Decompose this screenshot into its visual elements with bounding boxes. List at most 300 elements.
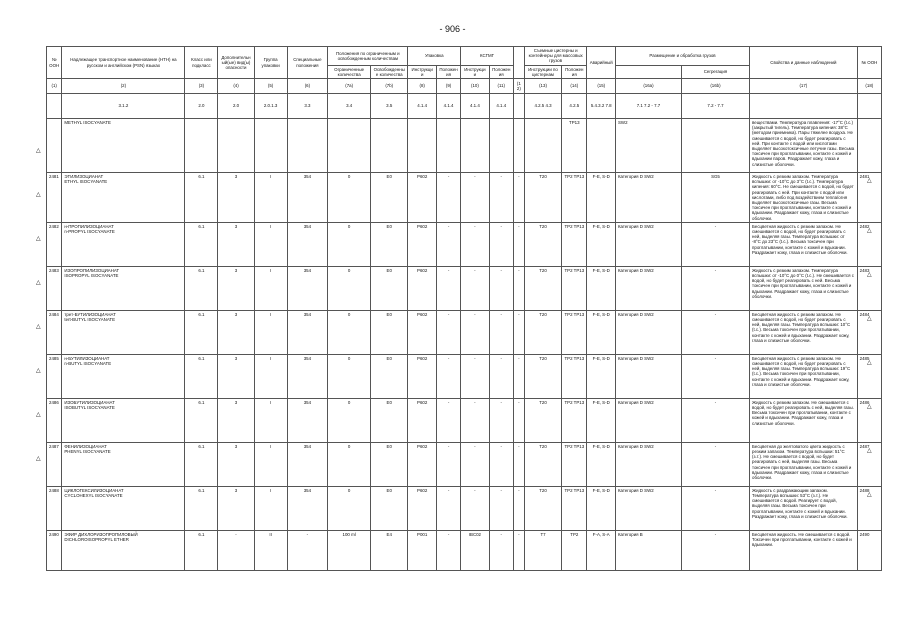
change-marker-right-icon: △ — [867, 360, 872, 367]
col-number: (3) — [185, 79, 218, 94]
name-ru: ЭТИЛИЗОЦИАНАТ — [64, 174, 104, 180]
cell-ibc-instruction: - — [461, 442, 490, 486]
hdr-ibc: КСГМГ — [461, 47, 514, 66]
cell-subsidiary-risk: 3 — [218, 354, 254, 398]
table-row — [47, 486, 882, 530]
cell-name — [62, 119, 185, 173]
cell-name — [62, 486, 185, 530]
cell-un-number-right — [857, 354, 881, 398]
cell-packing-provision: - — [436, 266, 460, 310]
cell-ibc-provision: - — [489, 173, 513, 223]
name-en: ETHYL ISOCYANATE — [64, 179, 108, 185]
col-code: 4.1.4 — [436, 94, 460, 119]
cell-col-12: - — [513, 486, 524, 530]
cell-class: 6.1 — [185, 310, 218, 354]
name-en: CYCLOHEXYL ISOCYANATE — [64, 493, 123, 499]
col-number: (12) — [513, 79, 524, 94]
hdr-un: № ООН — [47, 47, 62, 79]
table-row — [47, 119, 882, 173]
col-code — [750, 94, 858, 119]
cell-subsidiary-risk: 3 — [218, 398, 254, 442]
cell-class: 6.1 — [185, 222, 218, 266]
col-code: 7.1 7.2 - 7.7 — [616, 94, 682, 119]
cell-un-number-right — [857, 310, 881, 354]
col-number: (7a) — [328, 79, 371, 94]
cell-tank-instruction: T20 — [524, 266, 561, 310]
cell-stowage: Категория D SW2 — [616, 266, 682, 310]
col-code: 2.0 — [218, 94, 254, 119]
cell-name — [62, 310, 185, 354]
hdr-stowage: Размещение и обработка грузов — [616, 47, 750, 66]
cell-subsidiary-risk: 3 — [218, 310, 254, 354]
cell-packing-instruction: P602 — [408, 442, 437, 486]
cell-col-12: - — [513, 173, 524, 223]
cell-stowage: Категория D SW2 — [616, 354, 682, 398]
col-number: (9) — [436, 79, 460, 94]
cell-special-provision: 354 — [287, 398, 328, 442]
col-number: (8) — [408, 79, 437, 94]
cell-un-number: 2486 — [47, 398, 62, 442]
cell-packing-group: I — [254, 222, 287, 266]
cell-excepted-quantity: E0 — [371, 398, 408, 442]
cell-tank-provision: TP2 TP13 — [562, 310, 587, 354]
cell-segregation: - — [681, 398, 749, 442]
cell-stowage: Категория B — [616, 530, 682, 570]
cell-excepted-quantity: E0 — [371, 486, 408, 530]
cell-stowage: SW2 — [616, 119, 682, 173]
cell-ems — [587, 119, 616, 173]
table-row — [47, 173, 882, 223]
cell-special-provision — [287, 119, 328, 173]
col-number: (2) — [62, 79, 185, 94]
cell-excepted-quantity: E0 — [371, 310, 408, 354]
cell-limited-quantity — [328, 119, 371, 173]
col-code: 5.4.3.2 7.8 — [587, 94, 616, 119]
cell-name — [62, 398, 185, 442]
cell-excepted-quantity: E4 — [371, 530, 408, 570]
cell-un-number: 2484 — [47, 310, 62, 354]
name-en: DICHLOROISOPROPYL ETHER — [64, 537, 129, 543]
change-marker-icon: △ — [36, 280, 41, 286]
cell-ibc-provision: - — [489, 222, 513, 266]
cell-tank-provision: TP2 TP13 — [562, 398, 587, 442]
cell-properties: Жидкость с резким запахом. Температура вспышки: от -10°C до 0°C (t.с.). Не смешивается с водой, но будет реагировать с ней. Весьма токсичен при проглатывании, контакте с кожей и вдыхании. Раздражает кожу, глаза и слизистые оболочки. — [750, 266, 858, 310]
cell-special-provision: 354 — [287, 486, 328, 530]
cell-tank-provision: TP2 TP13 — [562, 173, 587, 223]
change-marker-right-icon: △ — [867, 178, 872, 185]
cell-tank-provision: TP2 TP13 — [562, 222, 587, 266]
cell-tank-instruction — [524, 119, 561, 173]
name-ru: ФЕНИЛИЗОЦИАНАТ — [64, 443, 107, 449]
cell-un-number-right — [857, 222, 881, 266]
cell-col-12 — [513, 119, 524, 173]
hdr-pi: Инструкции — [408, 65, 437, 78]
hdr-pg: Группа упаковки — [254, 47, 287, 79]
cell-col-12: - — [513, 266, 524, 310]
col-code — [513, 94, 524, 119]
cell-properties: Бесцветная жидкость с резким запахом. Не смешивается с водой, но будет реагировать с ней, выделяя газы. Температура вспышки: 10°C (t.с.). Весьма токсичен при проглатывании, контакте с кожей и вдыхании. Раздражает кожу, глаза и слизистые оболочки. — [750, 310, 858, 354]
cell-un-number-right — [857, 119, 881, 173]
cell-name — [62, 354, 185, 398]
cell-ibc-instruction — [461, 119, 490, 173]
cell-name — [62, 530, 185, 570]
table-row — [47, 266, 882, 310]
cell-excepted-quantity: E0 — [371, 442, 408, 486]
cell-ibc-instruction: IBC02 — [461, 530, 490, 570]
cell-class: 6.1 — [185, 354, 218, 398]
un-number-right-text: 2487 — [859, 443, 870, 449]
col-code: 4.2.5 4.3 — [524, 94, 561, 119]
col-code — [857, 94, 881, 119]
cell-packing-provision: - — [436, 398, 460, 442]
col-number: (16a) — [616, 79, 682, 94]
cell-special-provision: 354 — [287, 310, 328, 354]
cell-ibc-instruction: - — [461, 398, 490, 442]
cell-ems: F-E, S-D — [587, 173, 616, 223]
cell-special-provision: - — [287, 530, 328, 570]
cell-packing-group: I — [254, 173, 287, 223]
col-code: 4.1.4 — [461, 94, 490, 119]
hdr-sp: Специальные положения — [287, 47, 328, 79]
cell-un-number-right — [857, 398, 881, 442]
cell-limited-quantity: 0 — [328, 310, 371, 354]
table-row — [47, 398, 882, 442]
cell-tank-provision: TP2 TP13 — [562, 354, 587, 398]
cell-un-number — [47, 119, 62, 173]
cell-ems: F-E, S-D — [587, 354, 616, 398]
change-marker-right-icon: △ — [867, 448, 872, 455]
hdr-subrisk: Дополнительный(ые) вид(ы) опасности — [218, 47, 254, 79]
cell-ibc-instruction: - — [461, 354, 490, 398]
cell-segregation: - — [681, 310, 749, 354]
cell-ems: F-E, S-D — [587, 442, 616, 486]
cell-ibc-instruction: - — [461, 222, 490, 266]
col-code: 3.4 — [328, 94, 371, 119]
un-number-right-text: 2481 — [859, 174, 870, 180]
cell-col-12: - — [513, 530, 524, 570]
cell-ems: F-E, S-D — [587, 266, 616, 310]
cell-ibc-provision: - — [489, 398, 513, 442]
cell-ems: F-E, S-D — [587, 222, 616, 266]
cell-packing-provision: - — [436, 354, 460, 398]
cell-tank-instruction: T20 — [524, 173, 561, 223]
cell-tank-instruction: T20 — [524, 222, 561, 266]
cell-special-provision: 354 — [287, 173, 328, 223]
hdr-ibci: Инструкции — [461, 65, 490, 78]
cell-un-number: 2490 — [47, 530, 62, 570]
un-number-right-text: 2488 — [859, 487, 870, 493]
cell-packing-provision — [436, 119, 460, 173]
cell-excepted-quantity: E0 — [371, 354, 408, 398]
cell-ibc-instruction: - — [461, 310, 490, 354]
cell-tank-instruction: T20 — [524, 486, 561, 530]
un-number-right-text: 2482 — [859, 223, 870, 229]
cell-col-12: - — [513, 222, 524, 266]
hdr-pp: Положения — [436, 65, 460, 78]
col-code: 3.5 — [371, 94, 408, 119]
cell-ems: F-E, S-D — [587, 398, 616, 442]
cell-properties: Жидкость с резким запахом. Температура вспышки: от -10°C до 3°C (t.с.). Температура кипения: 60°C. Не смешивается с водой, но будет реагировать с ней. При контакте с водой или кислотами, либо под воздействием тепла/огня выделяет высокотоксичные газы. Весьма токсичен при проглатывании, контакте с кожей и вдыхании. Раздражает кожу, глаза и слизистые оболочки. — [750, 173, 858, 223]
cell-segregation: - — [681, 354, 749, 398]
col-number: (1) — [47, 79, 62, 94]
cell-class: 6.1 — [185, 530, 218, 570]
cell-subsidiary-risk — [218, 119, 254, 173]
change-marker-icon: △ — [36, 192, 41, 198]
cell-ibc-provision: - — [489, 486, 513, 530]
name-ru: н-БУТИЛИЗОЦИАНАТ — [64, 355, 110, 361]
cell-segregation: - — [681, 486, 749, 530]
cell-packing-provision: - — [436, 222, 460, 266]
un-number-right-text: 2483 — [859, 267, 870, 273]
name-en: ISOPROPYL ISOCYANATE — [64, 273, 119, 279]
cell-packing-provision: - — [436, 173, 460, 223]
cell-segregation: - — [681, 442, 749, 486]
cell-stowage: Категория D SW2 — [616, 486, 682, 530]
change-marker-icon: △ — [36, 236, 41, 242]
name-ru: ИЗОБУТИЛИЗОЦИАНАТ — [64, 399, 115, 405]
cell-limited-quantity: 0 — [328, 442, 371, 486]
name-ru: трет-БУТИЛИЗОЦИАНАТ — [64, 311, 116, 317]
name-en: tert-BUTYL ISOCYANATE — [64, 317, 116, 323]
cell-stowage: Категория D SW2 — [616, 222, 682, 266]
cell-segregation: SG5 — [681, 173, 749, 223]
table-row — [47, 222, 882, 266]
col-number: (6) — [287, 79, 328, 94]
dangerous-goods-table — [46, 46, 882, 571]
cell-ibc-provision: - — [489, 354, 513, 398]
col-code — [47, 94, 62, 119]
cell-packing-instruction: P602 — [408, 173, 437, 223]
cell-un-number: 2481 — [47, 173, 62, 223]
cell-tank-instruction: T20 — [524, 354, 561, 398]
cell-tank-provision: TP13 — [562, 119, 587, 173]
cell-special-provision: 354 — [287, 354, 328, 398]
hdr-seg: Сегрегация — [681, 65, 749, 78]
hdr-ems: Аварийный — [587, 47, 616, 79]
cell-un-number-right — [857, 530, 881, 570]
cell-ibc-provision: - — [489, 530, 513, 570]
cell-packing-group: II — [254, 530, 287, 570]
cell-col-12: - — [513, 310, 524, 354]
cell-un-number-right — [857, 442, 881, 486]
hdr-name: Надлежащее транспортное наименование (НТН) на русском и английском (PSN) языках — [62, 47, 185, 79]
cell-un-number: 2487 — [47, 442, 62, 486]
cell-un-number: 2483 — [47, 266, 62, 310]
col-number: (18) — [857, 79, 881, 94]
cell-subsidiary-risk: 3 — [218, 266, 254, 310]
cell-un-number-right — [857, 266, 881, 310]
cell-segregation: - — [681, 222, 749, 266]
un-number-right-text: 2484 — [859, 311, 870, 317]
cell-packing-group: I — [254, 266, 287, 310]
name-en: n-PROPYL ISOCYANATE — [64, 229, 115, 235]
col-number: (16b) — [681, 79, 749, 94]
hdr-tanks: Съемные цистерны и контейнеры для массовых грузов — [524, 47, 587, 66]
cell-name — [62, 442, 185, 486]
cell-un-number: 2485 — [47, 354, 62, 398]
cell-col-12: - — [513, 442, 524, 486]
cell-limited-quantity: 0 — [328, 173, 371, 223]
cell-stowage: Категория D SW2 — [616, 310, 682, 354]
cell-excepted-quantity — [371, 119, 408, 173]
cell-limited-quantity: 0 — [328, 266, 371, 310]
hdr-un-right: № ООН — [857, 47, 881, 79]
col-code: 3.1.2 — [62, 94, 185, 119]
cell-un-number: 2488 — [47, 486, 62, 530]
cell-class: 6.1 — [185, 486, 218, 530]
col-number: (14) — [562, 79, 587, 94]
col-code: 7.2 - 7.7 — [681, 94, 749, 119]
cell-packing-instruction: P602 — [408, 486, 437, 530]
cell-excepted-quantity: E0 — [371, 222, 408, 266]
change-marker-right-icon: △ — [867, 228, 872, 235]
cell-properties: Бесцветная жидкость. Не смешивается с водой. Токсичен при проглатывании, контакте с кожей и вдыхании. — [750, 530, 858, 570]
cell-stowage: Категория D SW2 — [616, 173, 682, 223]
cell-properties: Бесцветная до желтоватого цвета жидкость с резким запахом. Температура вспышки: 51°C (з.т.). Не смешивается с водой, но будет реагировать с ней, выделяя газы. Весьма токсичен при проглатывании, контакте с кожей и вдыхании. Раздражает кожу, глаза и слизистые оболочки. — [750, 442, 858, 486]
cell-class: 6.1 — [185, 398, 218, 442]
change-marker-right-icon: △ — [867, 272, 872, 279]
cell-stowage: Категория D SW2 — [616, 398, 682, 442]
change-marker-right-icon: △ — [867, 492, 872, 499]
cell-properties: Бесцветная жидкость с резким запахом. Не смешивается с водой, но будет реагировать с ней, выделяя газы. Температура вспышки: от -8°C до 23°C (t.с.). Весьма токсичен при проглатывании, контакте с кожей и вдыхании. Раздражает кожу, глаза и слизистые оболочки. — [750, 222, 858, 266]
col-code: 4.1.4 — [408, 94, 437, 119]
col-code: 4.2.5 — [562, 94, 587, 119]
name-ru: METHYL ISOCYANATE — [64, 120, 111, 126]
col-number: (17) — [750, 79, 858, 94]
table-row — [47, 354, 882, 398]
cell-ibc-provision: - — [489, 310, 513, 354]
cell-tank-instruction: T20 — [524, 398, 561, 442]
page-number: - 906 - — [439, 24, 466, 34]
cell-class: 6.1 — [185, 173, 218, 223]
col-number: (7b) — [371, 79, 408, 94]
cell-packing-provision: - — [436, 442, 460, 486]
cell-ibc-provision: - — [489, 442, 513, 486]
cell-ibc-provision — [489, 119, 513, 173]
table-body — [47, 119, 882, 571]
cell-limited-quantity: 0 — [328, 398, 371, 442]
hdr-props: Свойства и данные наблюдений — [750, 47, 858, 79]
col-number: (4) — [218, 79, 254, 94]
cell-packing-group: I — [254, 310, 287, 354]
cell-ibc-instruction: - — [461, 486, 490, 530]
un-number-right-text: 2490 — [859, 531, 870, 537]
cell-ibc-provision: - — [489, 266, 513, 310]
col-number: (10) — [461, 79, 490, 94]
cell-limited-quantity: 0 — [328, 354, 371, 398]
cell-packing-instruction: P001 — [408, 530, 437, 570]
cell-packing-group: I — [254, 354, 287, 398]
col-number: (11) — [489, 79, 513, 94]
cell-packing-instruction — [408, 119, 437, 173]
cell-packing-instruction: P602 — [408, 222, 437, 266]
cell-segregation: - — [681, 266, 749, 310]
name-en: ISOBUTYL ISOCYANATE — [64, 405, 115, 411]
cell-tank-instruction: T20 — [524, 442, 561, 486]
cell-class: 6.1 — [185, 442, 218, 486]
hdr-eq: Освобожденные количества — [371, 65, 408, 78]
cell-packing-instruction: P602 — [408, 266, 437, 310]
cell-class: 6.1 — [185, 266, 218, 310]
cell-ems: F-E, S-D — [587, 310, 616, 354]
change-marker-icon: △ — [36, 368, 41, 374]
cell-packing-provision: - — [436, 530, 460, 570]
name-en: n-BUTYL ISOCYANATE — [64, 361, 112, 367]
cell-packing-group: I — [254, 442, 287, 486]
cell-limited-quantity: 100 ml — [328, 530, 371, 570]
col-code: 2.0 — [185, 94, 218, 119]
cell-packing-instruction: P602 — [408, 354, 437, 398]
un-number-right-text: 2486 — [859, 399, 870, 405]
hdr-ti: Инструкции по цистернам — [524, 65, 561, 78]
cell-limited-quantity: 0 — [328, 222, 371, 266]
cell-packing-group: I — [254, 398, 287, 442]
cell-subsidiary-risk: 3 — [218, 442, 254, 486]
cell-segregation — [681, 119, 749, 173]
col-number: (15) — [587, 79, 616, 94]
name-ru: ЦИКЛОГЕКСИЛИЗОЦИАНАТ — [64, 487, 124, 493]
cell-ems: F-A, S-A — [587, 530, 616, 570]
cell-properties: Жидкость с раздражающим запахом. Температура вспышки: 53°C (з.т.). Не смешивается с водой. Реагирует с водой, выделяя газы. Весьма токсичен при проглатывании, контакте с кожей и вдыхании. Раздражает кожу, глаза и слизистые оболочки. — [750, 486, 858, 530]
hdr-ibcp: Положения — [489, 65, 513, 78]
hdr-class: Класс или подкласс — [185, 47, 218, 79]
column-code-row — [47, 94, 882, 119]
un-number-right-text: 2485 — [859, 355, 870, 361]
name-ru: н-ПРОПИЛИЗОЦИАНАТ — [64, 223, 114, 229]
name-ru: ЭФИР ДИХЛОРИЗОПРОПИЛОВЫЙ — [64, 531, 138, 537]
cell-special-provision: 354 — [287, 222, 328, 266]
cell-packing-group — [254, 119, 287, 173]
cell-ems: F-E, S-D — [587, 486, 616, 530]
name-ru: ИЗОПРОПИЛИЗОЦИАНАТ — [64, 267, 120, 273]
table-row — [47, 310, 882, 354]
col-number: (13) — [524, 79, 561, 94]
cell-subsidiary-risk: 3 — [218, 222, 254, 266]
cell-ibc-instruction: - — [461, 173, 490, 223]
cell-tank-provision: TP2 TP13 — [562, 266, 587, 310]
cell-packing-group: I — [254, 486, 287, 530]
cell-properties: Бесцветная жидкость с резким запахом. Не смешивается с водой, но будет реагировать с ней, выделяя газы. Температура вспышки: 19°C (t.с.). Весьма токсичен при проглатывании, контакте с кожей и вдыхании. Раздражает кожу, глаза и слизистые оболочки. — [750, 354, 858, 398]
hdr-12 — [513, 47, 524, 79]
cell-tank-provision: TP2 — [562, 530, 587, 570]
hdr-stow — [616, 65, 682, 78]
cell-subsidiary-risk: - — [218, 530, 254, 570]
table-row — [47, 442, 882, 486]
cell-un-number-right — [857, 486, 881, 530]
cell-class — [185, 119, 218, 173]
cell-special-provision: 354 — [287, 442, 328, 486]
cell-limited-quantity: 0 — [328, 486, 371, 530]
hdr-lq-eq: Положения по ограниченным и освобожденным количествам — [328, 47, 408, 66]
name-en: PHENYL ISOCYANATE — [64, 449, 111, 455]
cell-properties: Жидкость с резким запахом. Не смешивается с водой, но будет реагировать с ней, выделяя газы. Весьма токсичен при проглатывании, контакте с кожей и вдыхании. Раздражает кожу, глаза и слизистые оболочки. — [750, 398, 858, 442]
cell-properties: веществами. Температура плавления: -17°C (t.с.) (закрытый тигель). Температура кипения: 38°C (методом приемника). Пары тяжелее воздуха. Не смешивается с водой, но будет реагировать с ней. При контакте с водой или кислотами выделяет высокотоксичные летучие газы. Весьма токсичен при проглатывании, контакте с кожей и вдыхании паров. Раздражает кожу, глаза и слизистые оболочки. — [750, 119, 858, 173]
col-number: (5) — [254, 79, 287, 94]
col-code: 4.1.4 — [489, 94, 513, 119]
col-code: 2.0.1.3 — [254, 94, 287, 119]
cell-tank-instruction: T20 — [524, 310, 561, 354]
cell-tank-provision: TP2 TP13 — [562, 442, 587, 486]
cell-name — [62, 173, 185, 223]
table-row — [47, 530, 882, 570]
cell-col-12: - — [513, 398, 524, 442]
cell-ibc-instruction: - — [461, 266, 490, 310]
hdr-lq: Ограниченные количества — [328, 65, 371, 78]
change-marker-icon: △ — [36, 324, 41, 330]
cell-packing-instruction: P602 — [408, 310, 437, 354]
change-marker-right-icon: △ — [867, 404, 872, 411]
cell-excepted-quantity: E0 — [371, 173, 408, 223]
